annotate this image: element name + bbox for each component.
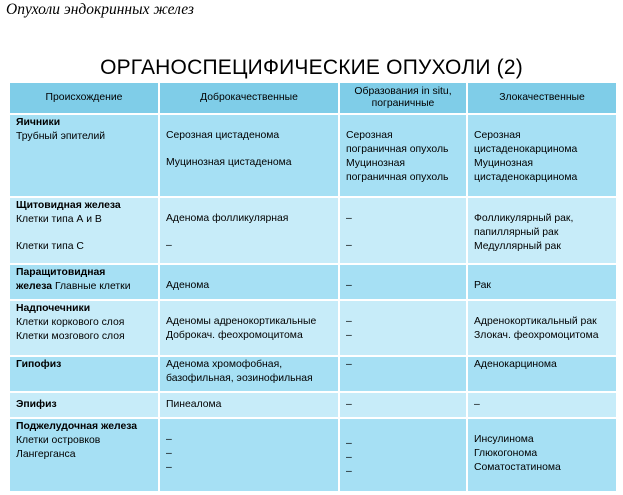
insitu-cell: – –: [339, 300, 467, 356]
origin-cell: Надпочечники Клетки коркового слоя Клетки мозгового слоя: [9, 300, 159, 356]
malignant-cell: Фолликулярный рак, папиллярный рак Медуллярный рак: [467, 197, 617, 264]
table-row: [9, 418, 617, 492]
tumors-table: [8, 81, 618, 493]
insitu-cell: – – –: [339, 418, 467, 492]
header-origin: Происхождение: [9, 82, 159, 114]
table-row: [9, 300, 617, 356]
table-row: [9, 264, 617, 300]
malignant-cell: Аденокарцинома: [467, 356, 617, 392]
malignant-cell: Рак: [467, 264, 617, 300]
benign-cell: Аденома хромофобная, базофильная, эозинофильная: [159, 356, 339, 392]
benign-cell: Аденомы адренокортикальные Доброкач. феохромоцитома: [159, 300, 339, 356]
table-row: [9, 392, 617, 418]
benign-cell: – – –: [159, 418, 339, 492]
benign-cell: Серозная цистаденома Муцинозная цистаденома: [159, 114, 339, 197]
table-row: [9, 356, 617, 392]
malignant-cell: Серозная цистаденокарцинома Муцинозная цистаденокарцинома: [467, 114, 617, 197]
slide-title: ОРГАНОСПЕЦИФИЧЕСКИЕ ОПУХОЛИ (2): [100, 56, 523, 79]
table-row: [9, 114, 617, 197]
header-malignant: Злокачественные: [467, 82, 617, 114]
origin-cell: Эпифиз: [9, 392, 159, 418]
insitu-cell: –: [339, 356, 467, 392]
benign-cell: Аденома: [159, 264, 339, 300]
document-caption: Опухоли эндокринных желез: [6, 1, 194, 18]
origin-cell: Паращитовидная железа Главные клетки: [9, 264, 159, 300]
insitu-cell: Серозная пограничная опухоль Муцинозная пограничная опухоль: [339, 114, 467, 197]
benign-cell: Пинеалома: [159, 392, 339, 418]
origin-cell: Поджелудочная железа Клетки островков Лангерганса: [9, 418, 159, 492]
malignant-cell: Адренокортикальный рак Злокач. феохромоцитома: [467, 300, 617, 356]
table-row: [9, 197, 617, 264]
header-benign: Доброкачественные: [159, 82, 339, 114]
malignant-cell: –: [467, 392, 617, 418]
header-row: [9, 82, 617, 114]
origin-cell: Гипофиз: [9, 356, 159, 392]
insitu-cell: – –: [339, 197, 467, 264]
benign-cell: Аденома фолликулярная –: [159, 197, 339, 264]
insitu-cell: –: [339, 392, 467, 418]
insitu-cell: –: [339, 264, 467, 300]
origin-cell: Щитовидная железа Клетки типа А и В Клетки типа С: [9, 197, 159, 264]
malignant-cell: Инсулинома Глюкогонома Соматостатинома: [467, 418, 617, 492]
origin-cell: Яичники Трубный эпителий: [9, 114, 159, 197]
header-insitu: Образования in situ, пограничные: [339, 82, 467, 114]
